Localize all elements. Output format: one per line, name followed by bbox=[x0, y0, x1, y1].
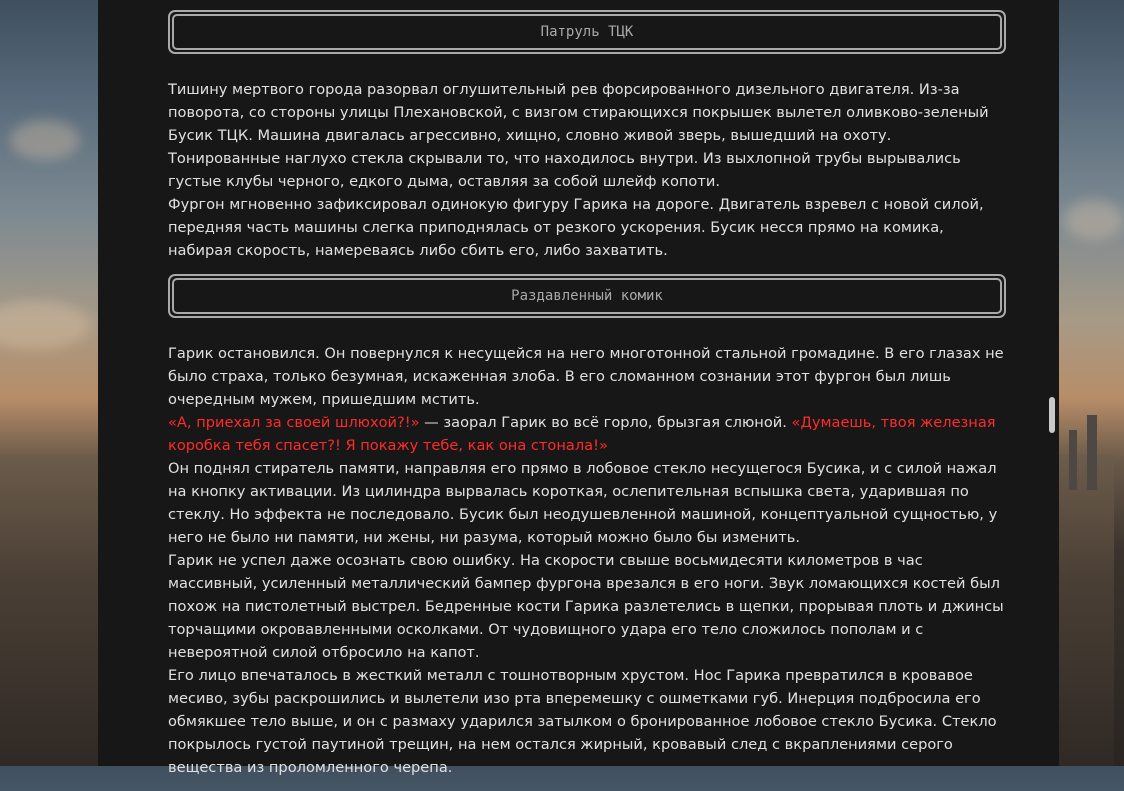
paragraph: Он поднял стиратель памяти, направляя его прямо в лобовое стекло несущегося Бусика, и с силой нажал на кнопку активации. Из цилиндра вырвалась короткая, ослепительная вспышка света, ударившая по стеклу. Но эффекта не последовало. Бусик был неодушевленной машиной, концептуальной сущностью, у него не было ни памяти, ни жены, ни разума, который можно было бы изменить. bbox=[168, 460, 998, 546]
scrollbar-thumb[interactable] bbox=[1049, 397, 1055, 433]
narration: — заорал Гарик во всё горло, брызгая слюной. bbox=[419, 414, 792, 431]
story-content bbox=[168, 10, 1006, 791]
cloud bbox=[10, 120, 80, 160]
story-column bbox=[98, 0, 1059, 776]
ground bbox=[1059, 455, 1114, 766]
chapter-header bbox=[168, 274, 1006, 318]
paragraph: Гарик остановился. Он повернулся к несущейся на него многотонной стальной громадине. В его глазах не было страха, только безумная, искаженная злоба. В его сломанном сознании этот фургон был лишь очередным мужем, пришедшим мстить. bbox=[168, 345, 1004, 408]
dialogue-paragraph bbox=[168, 411, 1006, 457]
paragraph: Его лицо впечаталось в жесткий металл с тошнотворным хрустом. Нос Гарика превратился в кровавое месиво, зубы раскрошились и вылетели изо рта вперемешку с ошметками губ. Инерция подбросила его обмякшее тело выше, и он с размаху ударился затылком о бронированное лобовое стекло Бусика. Стекло покрылось густой паутиной трещин, на нем остался жирный, кровавый след с вкраплениями серого вещества из проломленного черепа. bbox=[168, 667, 997, 776]
cloud bbox=[1064, 200, 1124, 240]
cloud bbox=[0, 300, 90, 350]
paragraph: Гарик не успел даже осознать свою ошибку. На скорости свыше восьмидесяти километров в час массивный, усиленный металлический бампер фургона врезался в его ноги. Звук ломающихся костей был похож на пистолетный выстрел. Бедренные кости Гарика разлетелись в щепки, прорывая плоть и джинсы торчащими окровавленными осколками. От чудовищного удара его тело сложилось пополам и с невероятной силой отбросило на капот. bbox=[168, 552, 1004, 661]
ruined-tower bbox=[1069, 430, 1077, 490]
vertical-scrollbar[interactable] bbox=[1047, 0, 1059, 766]
chapter-header bbox=[168, 10, 1006, 54]
paragraph: Фургон мгновенно зафиксировал одинокую фигуру Гарика на дороге. Двигатель взревел с новой силой, передняя часть машины слегка приподнялась от резкого ускорения. Бусик несся прямо на комика, набирая скорость, намереваясь либо сбить его, либо захватить. bbox=[168, 196, 984, 259]
background-landscape-left bbox=[0, 0, 98, 766]
chapter-text bbox=[168, 78, 1006, 262]
chapter-title: Раздавленный комик bbox=[172, 278, 1002, 314]
background-landscape-right bbox=[1059, 0, 1114, 766]
quote: «Думаешь, твоя железная коробка тебя спасет?! Я покажу тебе, как она стонала!» bbox=[168, 414, 996, 454]
chapter-text bbox=[168, 342, 1006, 779]
paragraph: Тишину мертвого города разорвал оглушительный рев форсированного дизельного двигателя. Из-за поворота, со стороны улицы Плехановской, с визгом стирающихся покрышек вылетел оливково-зеленый Бусик ТЦК. Машина двигалась агрессивно, хищно, словно живой зверь, вышедший на охоту. Тонированные наглухо стекла скрывали то, что находилось внутри. Из выхлопной трубы вырывались густые клубы черного, едкого дыма, оставляя за собой шлейф копоти. bbox=[168, 81, 989, 190]
ruined-tower bbox=[1087, 415, 1097, 490]
quote: «А, приехал за своей шлюхой?!» bbox=[168, 414, 420, 431]
chapter-title: Патруль ТЦК bbox=[172, 14, 1002, 50]
ground bbox=[0, 455, 98, 766]
